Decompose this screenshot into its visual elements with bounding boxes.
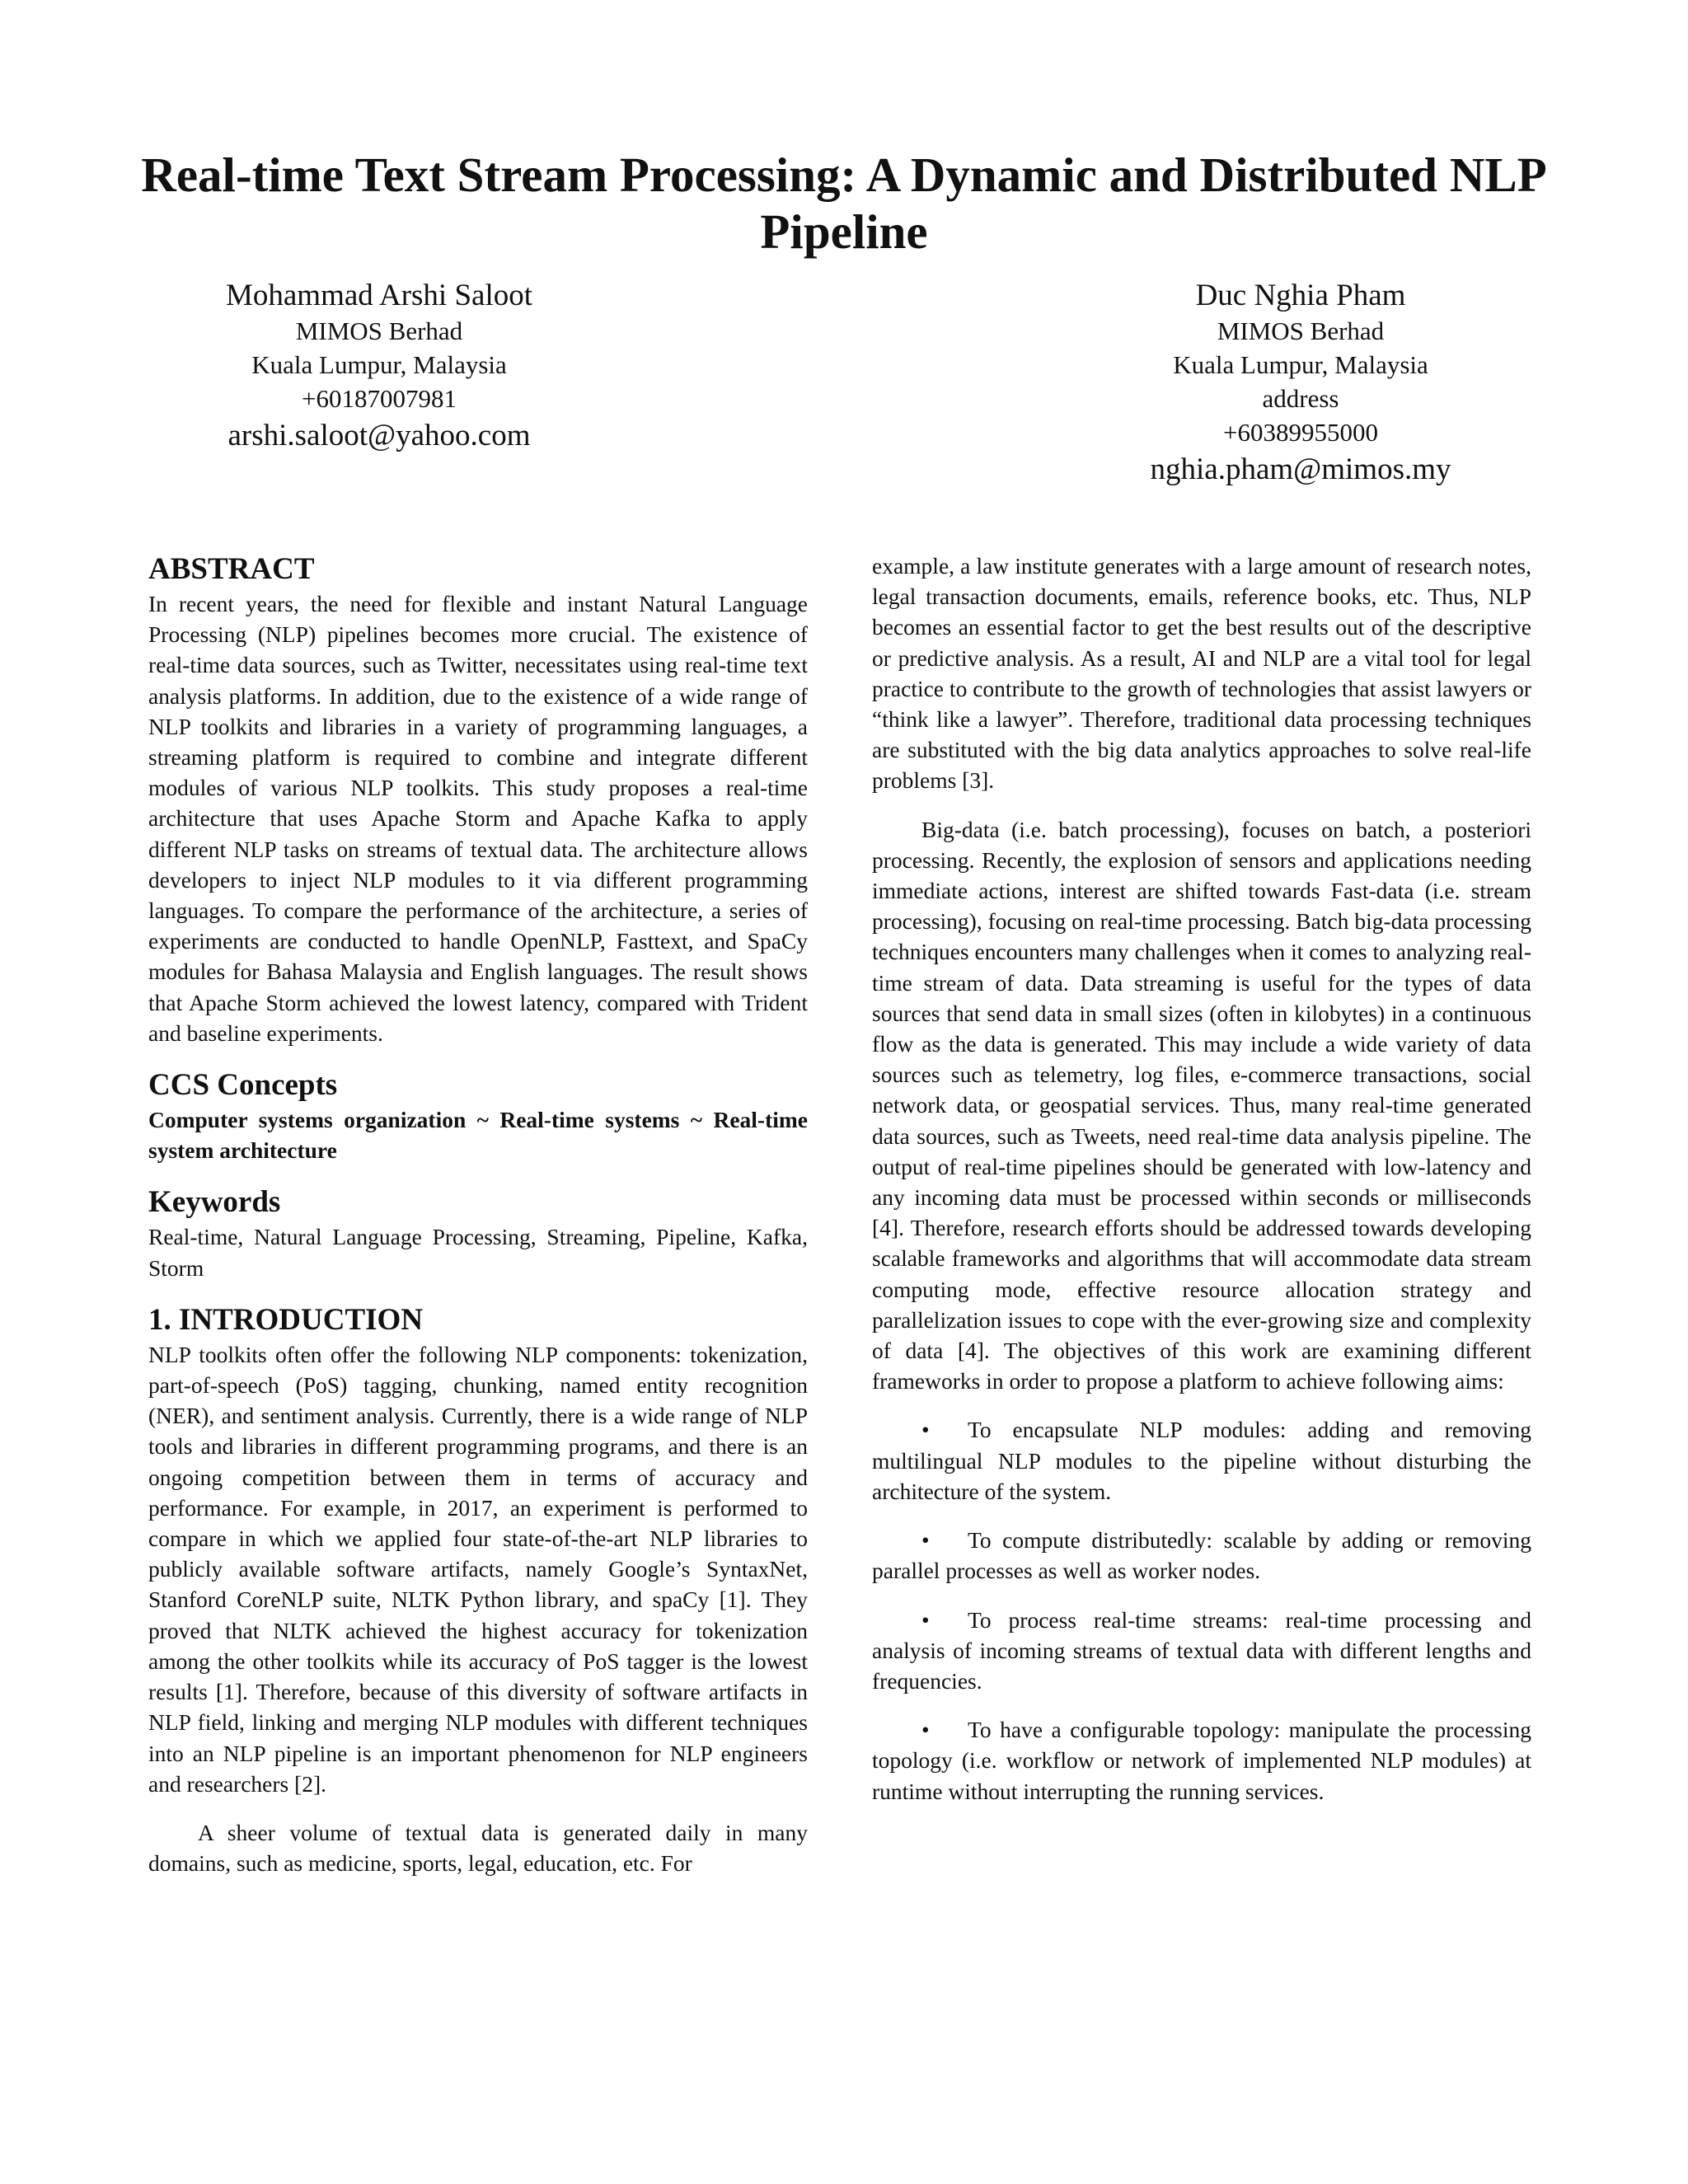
abstract-heading: ABSTRACT [148,552,315,586]
objective-bullet [872,1605,1531,1697]
author-email: arshi.saloot@yahoo.com [227,419,531,452]
bullet-icon: • [921,1717,930,1743]
ccs-text: Computer systems organization ~ Real-time systems ~ Real-time system architecture [148,1107,808,1164]
bullet-icon: • [921,1527,930,1554]
intro-paragraph-2: A sheer volume of textual data is generated daily in many domains, such as medicine, sports, legal, education, etc. For [148,1819,808,1877]
author-location: Kuala Lumpur, Malaysia [251,350,507,379]
author-phone: +60187007981 [302,384,457,413]
keywords-text: Real-time, Natural Language Processing, Streaming, Pipeline, Kafka, Storm [148,1224,808,1281]
left-column [148,551,808,1878]
author-address: address [1262,384,1339,413]
keywords-heading: Keywords [148,1185,281,1220]
abstract-text: In recent years, the need for flexible and instant Natural Language Processing (NLP) pipelines becomes more crucial. The existence of real-time data sources, such as Twitter, necessitates using real-time text analysis platforms. In addition, due to the existence of a wide range of NLP toolkits and libraries in a variety of programming languages, a streaming platform is required to combine and integrate different modules of various NLP toolkits. This study proposes a real-time architecture that uses Apache Storm and Apache Kafka to apply different NLP tasks on streams of textual data. The architecture allows developers to inject NLP modules to it via different programming languages. To compare the performance of the architecture, a series of experiments are conducted to handle OpenNLP, Fasttext, and SpaCy modules for Bahasa Malaysia and English languages. The result shows that Apache Storm achieved the lowest latency, compared with Trident and baseline experiments. [148,591,808,1046]
author-name: Mohammad Arshi Saloot [225,279,533,312]
objective-text: To compute distributedly: scalable by adding or removing parallel processes as well as worker nodes. [872,1527,1531,1584]
objective-text: To have a configurable topology: manipulate the processing topology (i.e. workflow or network of implemented NLP modules) at runtime without interrupting the running services. [872,1717,1531,1804]
author-block-2 [1053,278,1548,489]
author-email: nghia.pham@mimos.my [1150,452,1451,486]
author-name: Duc Nghia Pham [1195,279,1406,312]
intro-paragraph-1: NLP toolkits often offer the following NLP components: tokenization, part-of-speech (PoS) tagging, chunking, named entity recognition (NER), and sentiment analysis. Currently, there is a wide range of NLP tools and libraries in different programming programs, and there is an ongoing competition between them in terms of accuracy and performance. For example, in 2017, an experiment is performed to compare in which we applied four state-of-the-art NLP libraries to publicly available software artifacts, namely Google’s SyntaxNet, Stanford CoreNLP suite, NLTK Python library, and spaCy [1]. They proved that NLTK achieved the highest accuracy for tokenization among the other toolkits while its accuracy of PoS tagger is the lowest results [1]. Therefore, because of this diversity of software artifacts in NLP field, linking and merging NLP modules with different techniques into an NLP pipeline is an important phenomenon for NLP engineers and researchers [2]. [148,1341,808,1797]
author-affiliation: MIMOS Berhad [1217,316,1385,345]
author-phone: +60389955000 [1223,418,1378,447]
author-block-1 [132,278,626,455]
bullet-icon: • [921,1417,930,1443]
paper-title: Real-time Text Stream Processing: A Dynamic and Distributed NLP Pipeline [141,148,1547,259]
bullet-icon: • [921,1606,930,1633]
introduction-heading: 1. INTRODUCTION [148,1302,424,1337]
intro-paragraph-2-continued: example, a law institute generates with a large amount of research notes, legal transaction documents, emails, reference books, etc. Thus, NLP becomes an essential factor to get the best results out of the descriptive or predictive analysis. As a result, AI and NLP are a vital tool for legal practice to contribute to the growth of technologies that assist lawyers or “think like a lawyer”. Therefore, traditional data processing techniques are substituted with the big data analytics approaches to solve real-life problems [3]. [872,553,1531,794]
objective-text: To encapsulate NLP modules: adding and removing multilingual NLP modules to the pipeline without disturbing the architecture of the system. [872,1417,1531,1504]
author-affiliation: MIMOS Berhad [295,316,463,345]
objective-bullet [872,1525,1531,1586]
objective-bullet [872,1714,1531,1807]
intro-paragraph-3: Big-data (i.e. batch processing), focuses on batch, a posteriori processing. Recently, the explosion of sensors and applications needing immediate actions, interest are shifted towards Fast-data (i.e. stream processing), focusing on real-time processing. Batch big-data processing techniques encounters many challenges when it comes to analyzing real-time stream of data. Data streaming is useful for the types of data sources that send data in small sizes (often in kilobytes) in a continuous flow as the data is generated. This may include a wide variety of data sources such as telemetry, log files, e-commerce transactions, social network data, or geospatial services. Thus, many real-time generated data sources, such as Tweets, need real-time data analysis pipeline. The output of real-time pipelines should be generated with low-latency and any incoming data must be processed within seconds or milliseconds [4]. Therefore, research efforts should be addressed towards developing scalable frameworks and algorithms that will accommodate data stream computing mode, effective resource allocation strategy and parallelization issues to cope with the ever-growing size and complexity of data [4]. The objectives of this work are examining different frameworks in order to propose a platform to achieve following aims: [872,816,1531,1394]
objective-bullet [872,1414,1531,1507]
right-column [872,551,1531,1807]
author-location: Kuala Lumpur, Malaysia [1173,350,1428,379]
ccs-heading: CCS Concepts [148,1068,338,1103]
objective-text: To process real-time streams: real-time processing and analysis of incoming streams of textual data with different lengths and frequencies. [872,1606,1531,1694]
